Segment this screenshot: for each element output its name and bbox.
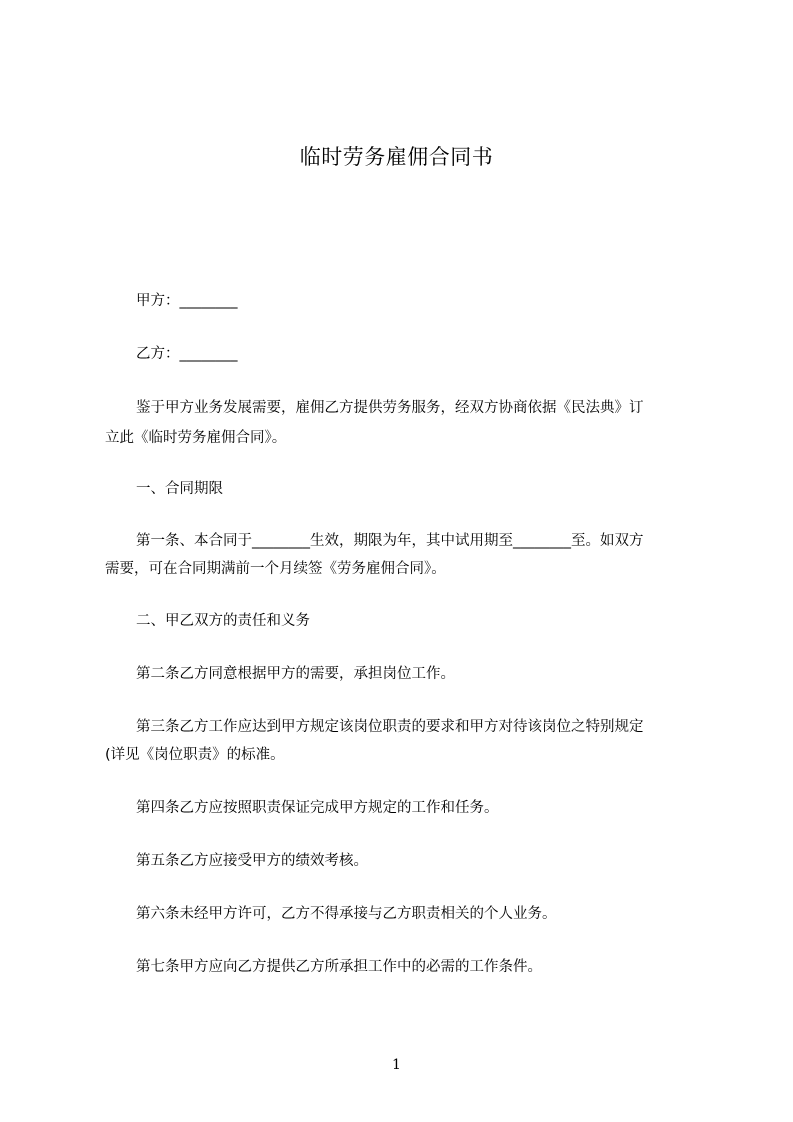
article-6: 第六条未经甲方许可，乙方不得承接与乙方职责相关的个人业务。 [136, 906, 557, 922]
page-number: 1 [392, 1057, 401, 1073]
article-5: 第五条乙方应接受甲方的绩效考核。 [136, 853, 368, 869]
article-7: 第七条甲方应向乙方提供乙方所承担工作中的必需的工作条件。 [136, 959, 542, 975]
intro-paragraph-line-2: 立此《临时劳务雇佣合同》。 [105, 430, 287, 446]
article-1-line-1: 第一条、本合同于________生效，期限为年，其中试用期至________至。如双方 [136, 533, 644, 549]
section-1-heading: 一、合同期限 [136, 481, 223, 497]
intro-paragraph-line-1: 鉴于甲方业务发展需要，雇佣乙方提供劳务服务，经双方协商依据《民法典》订 [136, 400, 644, 416]
document-title: 临时劳务雇佣合同书 [299, 145, 494, 169]
article-2: 第二条乙方同意根据甲方的需要，承担岗位工作。 [136, 666, 455, 682]
article-1-line-2: 需要，可在合同期满前一个月续签《劳务雇佣合同》。 [105, 561, 446, 577]
party-b-line: 乙方：________ [136, 346, 238, 362]
party-a-line: 甲方：________ [136, 293, 238, 309]
section-2-heading: 二、甲乙双方的责任和义务 [136, 613, 310, 629]
article-3-line-1: 第三条乙方工作应达到甲方规定该岗位职责的要求和甲方对待该岗位之特别规定 [136, 719, 644, 735]
article-4: 第四条乙方应按照职责保证完成甲方规定的工作和任务。 [136, 800, 499, 816]
article-3-line-2: (详见《岗位职责》的标准。 [105, 747, 285, 763]
